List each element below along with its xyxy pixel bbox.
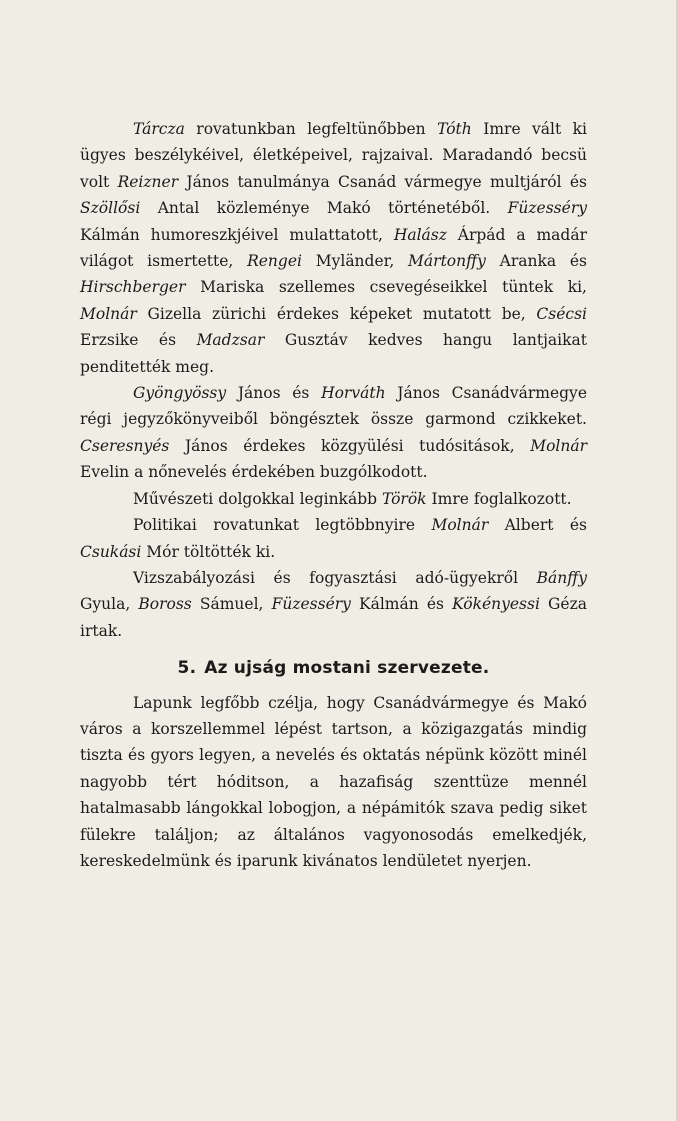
text-run: János tanulmánya Csanád vármegye multjáról és [178,172,588,191]
text-run: Aranka és [485,252,587,271]
person-name: Halász [393,225,447,244]
paragraph-vizszabalyozasi [80,565,587,644]
text-run: rovatunkban legfeltünőbben [184,120,438,138]
person-name: Molnár [80,304,137,323]
text-run: Gyula, [80,595,139,614]
person-name: Rengei [247,252,302,271]
text-run: Evelin a nőnevelés érdekében buzgólkodott. [80,463,428,482]
page-text [80,116,587,874]
person-name: Kökényessi [452,595,540,614]
person-name: Molnár [530,436,587,455]
person-name: Szöllősi [80,199,141,218]
text-run: János érdekes közgyülési tudósitások, [169,436,531,455]
text-run: Myländer, [301,252,409,271]
person-name: Füzessér [507,199,579,218]
person-name: Boross [138,595,192,614]
text-run: Gizella zürichi érdekes képeket mutatott be, [136,304,537,323]
person-name: Madzsar [196,331,265,350]
text-run: Gusztáv kedves hangu lantjaikat penditették meg. [80,331,587,376]
paragraph-muveszeti [80,486,587,512]
text-run: Imre vált ki ügyes beszélykéivel, életképeivel, rajzaival. Maradandó becsü volt [80,120,588,191]
text-run: Géza irtak. [80,595,587,640]
person-name: Tárcza [133,120,185,138]
person-name: Cseresnyés [80,436,170,455]
text-run: Albert és [488,516,587,535]
text-run: Kálmán és [350,595,453,614]
text-run: Imre foglalkozott. [426,489,572,508]
text-run: Lapunk legfőbb czélja, hogy Csanádvármegye és Makó város a korszellemmel lépést tartson, a közigazgatás mindig tiszta és gyors legyen, a nevelés és oktatás népünk között minél nagyobb tért hóditson, a hazafiság szenttüze mennél hatalmasabb lángokkal lobogjon, a népámitók szava pedig siket fülekre találjon; az általános vagyonosodás emelkedjék, kereskedelmünk és iparunk kivánatos lendületet nyerjen. [80,693,587,870]
text-run: Erzsike és [80,331,197,350]
text-run: Árpád a madár világot ismertette, [80,225,587,271]
paragraph-tarcza [80,116,587,380]
paragraph-gyongyossy [80,380,587,486]
person-name: Gyöngyössy [133,384,227,403]
text-run: Politikai rovatunkat legtöbbnyire [133,516,432,535]
paragraph-politikai [80,512,587,565]
person-name: Horváth [321,384,386,403]
text-run: Antal közleménye Makó történetéből. [140,199,508,218]
section-title: Az ujság mostani szervezete. [204,658,490,679]
person-name: Csukási [80,542,142,561]
person-name: Csécsi [536,304,587,323]
person-name: Török [381,489,427,508]
text-run: Mariska szellemes csevegéseikkel tüntek ki, [185,278,587,297]
person-name: Tóth [437,120,472,138]
person-name: Mártonffy [408,252,486,271]
person-name: Hirschberger [80,278,186,297]
text-run: János és [226,384,322,403]
section-heading [80,655,587,681]
text-run: Művészeti dolgokkal leginkább [133,489,382,508]
person-name: Füzesséry [271,595,351,614]
text-run: Sámuel, [191,595,272,614]
person-name: y [578,199,587,218]
person-name: Bánffy [536,568,587,587]
section-number: 5. [177,658,197,679]
person-name: Molnár [431,516,489,535]
paragraph-lapunk [80,690,587,875]
text-run: János Csanádvármegye régi jegyzőkönyveiből böngésztek össze garmond czikkeket. [80,384,587,429]
person-name: Reizner [117,172,179,191]
text-run: Mór töltötték ki. [141,542,276,561]
text-run: Vizszabályozási és fogyasztási adó-ügyekről [133,568,537,587]
text-run: Kálmán humoreszkjéivel mulattatott, [80,225,394,244]
